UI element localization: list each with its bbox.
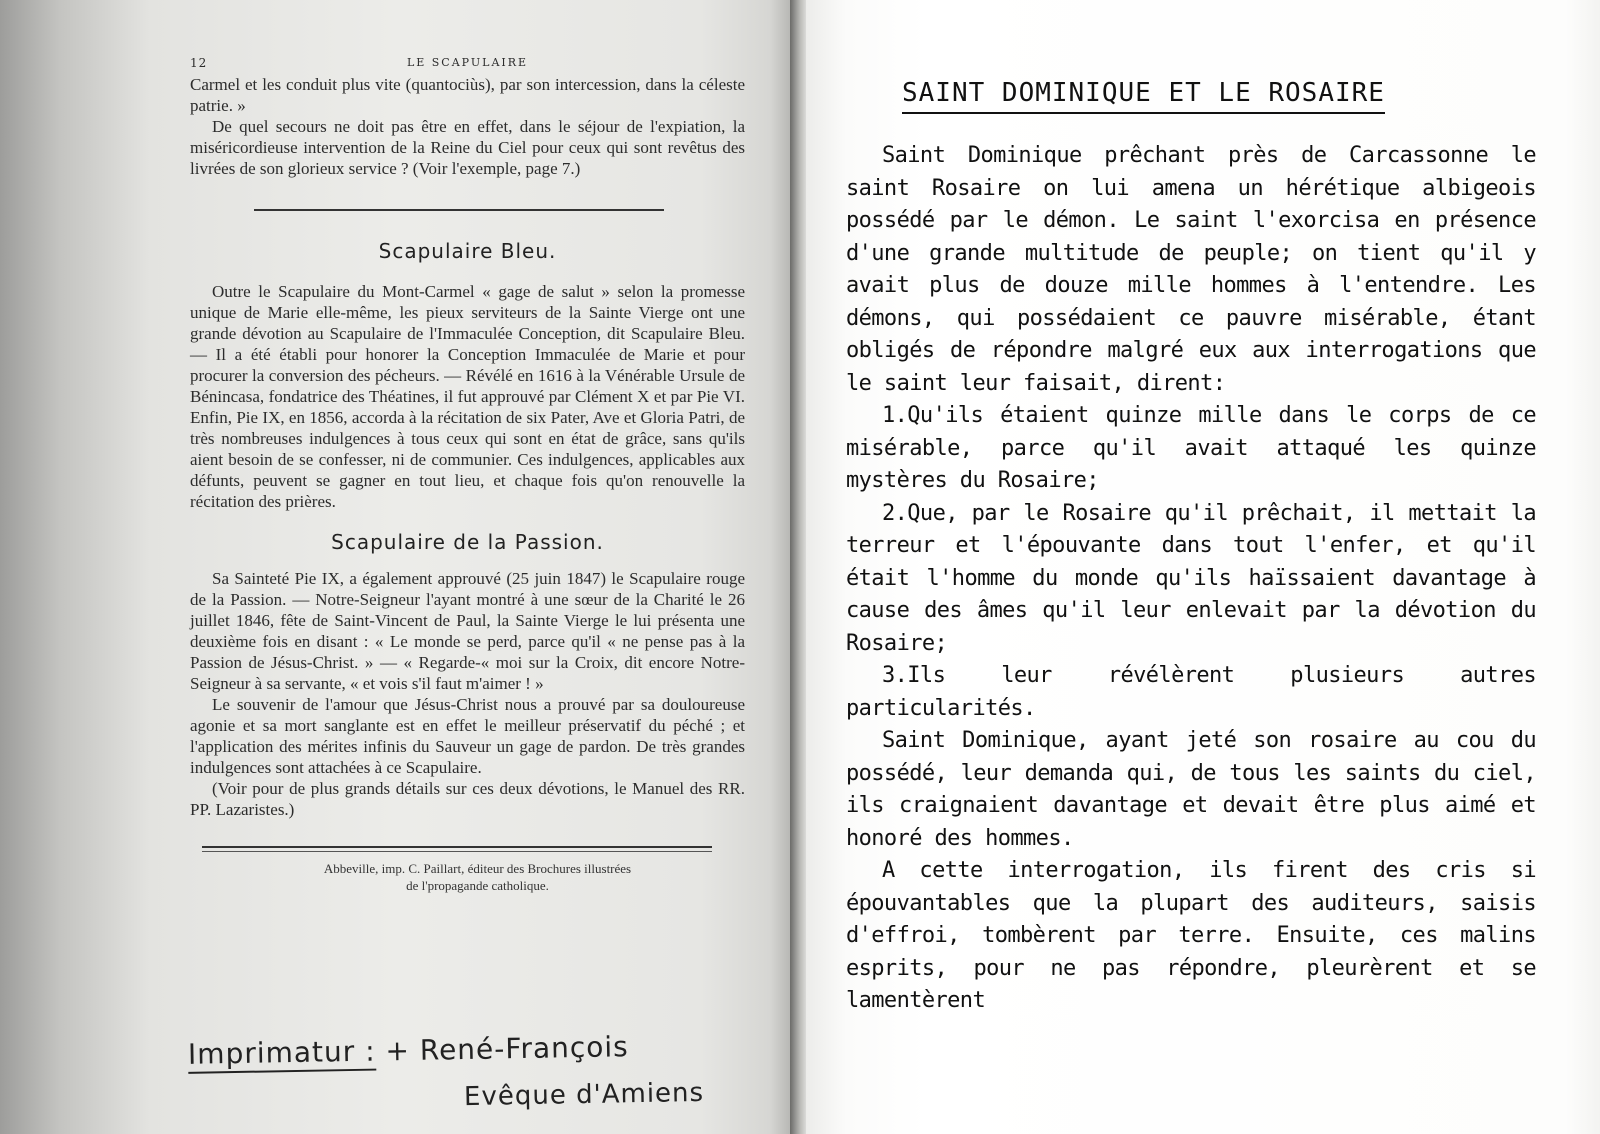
handwritten-line-1 xyxy=(188,1030,629,1074)
page-number: 12 xyxy=(190,56,208,70)
imprimatur-label: Imprimatur : xyxy=(188,1035,376,1074)
list-item-1: 1.Qu'ils étaient quinze mille dans le corps de ce misérable, parce qu'il avait attaqué les quinze mystères du Rosaire; xyxy=(846,403,1536,493)
left-page-column xyxy=(190,52,745,894)
intro-paragraph-2: De quel secours ne doit pas être en effet, dans le séjour de l'expiation, la miséricordieuse intervention de la Reine du Ciel pour ceux qui sont revêtus des livrées de son glorieux service ? (Voir l'exemple, page 7.) xyxy=(190,117,745,178)
section-heading-scapulaire-passion: Scapulaire de la Passion. xyxy=(331,530,604,554)
imprint-line-2: de l'propagande catholique. xyxy=(406,878,549,893)
list-item-2: 2.Que, par le Rosaire qu'il prêchait, il mettait la terreur et l'épouvante dans tout l'enfer, et qu'il était l'homme du monde qu'ils haïssaient davantage à cause des âmes qu'il leur enlevait par la dévotion du Rosaire; xyxy=(846,500,1536,656)
paragraph-1: Saint Dominique prêchant près de Carcassonne le saint Rosaire on lui amena un hérétique albigeois possédé par le démon. Le saint l'exorcisa en présence d'une grande multitude de peuple; on tient qu'il y avait plus de douze mille hommes à l'entendre. Les démons, qui possédaient ce pauvre misérable, étant obligés de répondre malgré eux aux interrogations que le saint leur faisait, dirent: xyxy=(846,143,1536,396)
imprint-divider-thin xyxy=(202,851,712,852)
paragraph-3: A cette interrogation, ils firent des cris si épouvantables que la plupart des auditeurs, saisis d'effroi, tombèrent par terre. Ensuite, ces malins esprits, pour ne pas répondre, pleurèrent et se lamentèrent xyxy=(846,858,1536,1013)
page-title: SAINT DOMINIQUE ET LE ROSAIRE xyxy=(902,78,1385,114)
paragraph-2: Saint Dominique, ayant jeté son rosaire au cou du possédé, leur demanda qui, de tous les saints du ciel, ils craignaient davantage et devait être plus aimé et honoré des hommes. xyxy=(846,728,1536,851)
right-page xyxy=(806,0,1600,1134)
section-heading-scapulaire-bleu: Scapulaire Bleu. xyxy=(378,239,557,263)
imprint-line-1: Abbeville, imp. C. Paillart, éditeur des Brochures illustrées xyxy=(323,861,632,876)
section-text-passion-1: Sa Sainteté Pie IX, a également approuvé (25 juin 1847) le Scapulaire rouge de la Passion. — Notre-Seigneur l'ayant montré à une sœur de la Charité le 26 juillet 1846, fête de Saint-Vincent de Paul, la Sainte Vierge le lui présenta une deuxième fois en disant : « Le monde se perd, parce qu'il « ne pense pas à la Passion de Jésus-Christ. » — « Regarde-« moi sur la Croix, dit encore Notre-Seigneur à sa servante, « et vois s'il faut m'aimer ! » xyxy=(190,569,745,693)
right-page-column xyxy=(846,78,1536,1018)
section-text-passion-3: (Voir pour de plus grands détails sur ces deux dévotions, le Manuel des RR. PP. Lazaristes.) xyxy=(190,779,745,819)
section-text-passion-2: Le souvenir de l'amour que Jésus-Christ nous a prouvé par sa douloureuse agonie et sa mort sanglante est en effet le meilleur préservatif du péché ; et l'application des mérites infinis du Sauveur un gage de pardon. De très grandes indulgences sont attachées à ce Scapulaire. xyxy=(190,695,745,777)
section-text-scapulaire-bleu: Outre le Scapulaire du Mont-Carmel « gage de salut » selon la promesse unique de Marie elle-même, les pieux serviteurs de la Sainte Vierge ont une grande dévotion au Scapulaire de l'Immaculée Conception, dit Scapulaire Bleu. — Il a été établi pour honorer la Conception Immaculée de Marie et pour procurer la conversion des pécheurs. — Révélé en 1616 à la Vénérable Ursule de Bénincasa, fondatrice des Théatines, il fut approuvé par Clément X et par Pie VI. Enfin, Pie IX, en 1856, accorda à la récitation de six Pater, Ave et Gloria Patri, de très nombreuses indulgences à tous ceux qui sont en état de grâce, sans qu'ils aient besoin de se confesser, ni de communier. Ces indulgences, applicables aux défunts, peuvent se gagner en tout lieu, et chaque fois qu'on renouvelle la récitation des prières. xyxy=(190,282,745,511)
imprint xyxy=(210,860,745,894)
list-item-3: 3.Ils leur révélèrent plusieurs autres particularités. xyxy=(846,663,1536,721)
running-title: LE SCAPULAIRE xyxy=(406,56,529,69)
handwritten-line-2: Evêque d'Amiens xyxy=(463,1077,705,1113)
section-divider xyxy=(254,209,664,211)
imprint-divider xyxy=(202,846,712,848)
bishop-name: + René-François xyxy=(385,1030,629,1068)
intro-paragraph-1: Carmel et les conduit plus vite (quantociùs), par son intercession, dans la céleste patrie. » xyxy=(190,75,745,115)
handwritten-imprimatur xyxy=(188,1030,748,1130)
running-head xyxy=(190,52,745,74)
